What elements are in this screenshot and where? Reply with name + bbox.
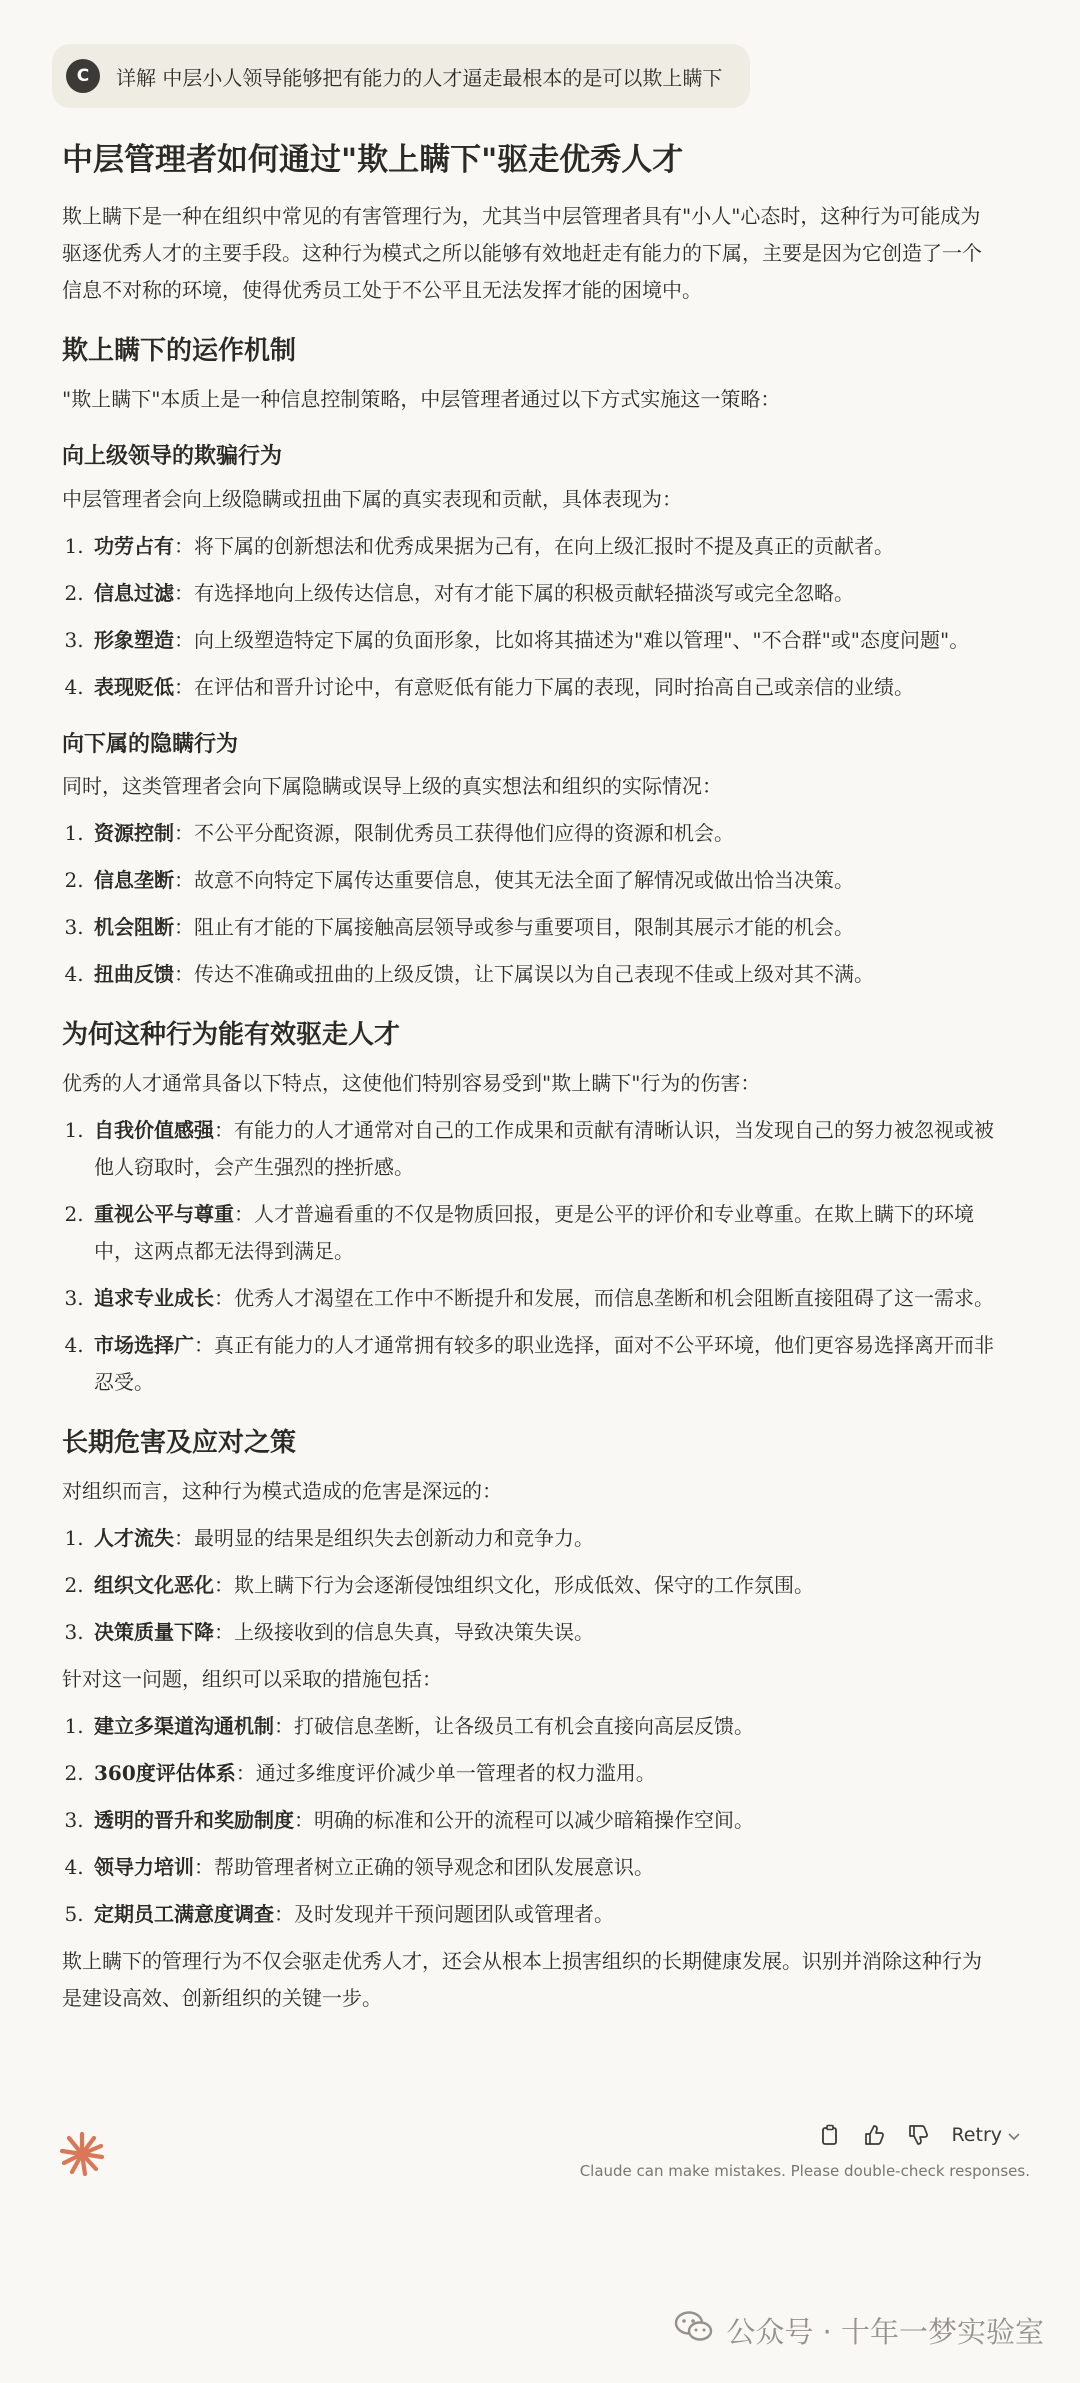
list-item-term: 扭曲反馈 [94,962,174,987]
list-item [90,528,998,565]
list-item-term: 追求专业成长 [94,1286,214,1311]
retry-label: Retry [951,2124,1002,2146]
list-item-term: 市场选择广 [94,1333,194,1358]
claude-logo-icon [58,2130,106,2178]
user-message [52,44,750,108]
response-title: 中层管理者如何通过"欺上瞒下"驱走优秀人才 [62,142,684,178]
list-item-text: ：明确的标准和公开的流程可以减少暗箱操作空间。 [294,1807,754,1832]
list-item-text: ：及时发现并干预问题团队或管理者。 [274,1901,614,1926]
section-intro: 优秀的人才通常具备以下特点，这使他们特别容易受到"欺上瞒下"行为的伤害： [62,1071,761,1096]
list-item-text: ：故意不向特定下属传达重要信息，使其无法全面了解情况或做出恰当决策。 [174,868,854,893]
list-item [90,575,998,612]
list-item-term: 形象塑造 [94,627,174,652]
user-message-text: 详解 中层小人领导能够把有能力的人才逼走最根本的是可以欺上瞒下 [116,65,723,90]
list-item [90,622,998,659]
list-item [90,909,998,946]
list-item-term: 自我价值感强 [94,1118,214,1143]
user-avatar: C [66,59,100,93]
list-item [90,1196,998,1270]
list-item-term: 决策质量下降 [94,1619,214,1644]
list-item-text: ：不公平分配资源，限制优秀员工获得他们应得的资源和机会。 [174,821,734,846]
list-item-text: ：帮助管理者树立正确的领导观念和团队发展意识。 [194,1854,654,1879]
list-item-text: ：有选择地向上级传达信息，对有才能下属的积极贡献轻描淡写或完全忽略。 [174,580,854,605]
list-item [90,956,998,993]
list-item [90,815,998,852]
list-item-term: 定期员工满意度调查 [94,1901,274,1926]
list-item-term: 组织文化恶化 [94,1572,214,1597]
wechat-icon [674,2310,714,2351]
list-item [90,1614,998,1651]
list-item-text: ：将下属的创新想法和优秀成果据为己有，在向上级汇报时不提及真正的贡献者。 [174,533,894,558]
list-item-text: ：上级接收到的信息失真，导致决策失误。 [214,1619,594,1644]
list-item-text: ：在评估和晋升讨论中，有意贬低有能力下属的表现，同时抬高自己或亲信的业绩。 [174,674,914,699]
list-item-term: 人才流失 [94,1525,174,1550]
list-item-term: 透明的晋升和奖励制度 [94,1807,294,1832]
numbered-list [62,815,998,993]
list-item-text: ：人才普遍看重的不仅是物质回报，更是公平的评价和专业尊重。在欺上瞒下的环境中，这两点都无法得到满足。 [94,1202,974,1264]
list-item-text: ：优秀人才渴望在工作中不断提升和发展，而信息垄断和机会阻断直接阻碍了这一需求。 [214,1286,994,1311]
list-item [90,1280,998,1317]
section-heading: 为何这种行为能有效驱走人才 [62,1020,401,1051]
list-item-text: ：传达不准确或扭曲的上级反馈，让下属误以为自己表现不佳或上级对其不满。 [174,962,874,987]
list-item-term: 表现贬低 [94,674,174,699]
list-item-term: 信息垄断 [94,868,174,893]
retry-button[interactable] [951,2124,1020,2146]
list-item-text: ：阻止有才能的下属接触高层领导或参与重要项目，限制其展示才能的机会。 [174,915,854,940]
list-item-text: ：最明显的结果是组织失去创新动力和竞争力。 [174,1525,594,1550]
list-item-term: 信息过滤 [94,580,174,605]
list-item-text: ：向上级塑造特定下属的负面形象，比如将其描述为"难以管理"、"不合群"或"态度问题"。 [174,627,970,652]
list-item-term: 建立多渠道沟通机制 [94,1713,274,1738]
assistant-response [62,132,998,2027]
list-item-term: 领导力培训 [94,1854,194,1879]
watermark-text: 公众号 · 十年一梦实验室 [726,2315,1044,2349]
list-item-term: 360度评估体系 [94,1760,236,1785]
list-item-text: ：通过多维度评价减少单一管理者的权力滥用。 [235,1760,656,1785]
subsection-intro: 中层管理者会向上级隐瞒或扭曲下属的真实表现和贡献，具体表现为： [62,486,682,511]
list-item [90,1755,998,1792]
list-item-text: ：欺上瞒下行为会逐渐侵蚀组织文化，形成低效、保守的工作氛围。 [214,1572,814,1597]
disclaimer: Claude can make mistakes. Please double-check responses. [579,2162,1030,2180]
subsection-intro: 同时，这类管理者会向下属隐瞒或误导上级的真实想法和组织的实际情况： [62,774,722,799]
watermark [674,2310,1044,2351]
list-item [90,1567,998,1604]
list-item [90,669,998,706]
list-item [90,1802,998,1839]
section-heading: 长期危害及应对之策 [62,1428,297,1459]
list-item-term: 资源控制 [94,821,174,846]
numbered-list [62,1112,998,1401]
list-item-text: ：有能力的人才通常对自己的工作成果和贡献有清晰认识，当发现自己的努力被忽视或被他人窃取时，会产生强烈的挫折感。 [94,1118,994,1180]
subsection-heading: 向下属的隐瞒行为 [62,730,239,757]
list-item-text: ：打破信息垄断，让各级员工有机会直接向高层反馈。 [274,1713,754,1738]
list-item [90,1896,998,1933]
list-item [90,1327,998,1401]
list-item-term: 机会阻断 [94,915,174,940]
list-item [90,1520,998,1557]
numbered-list [62,1708,998,1933]
section-intro: 对组织而言，这种行为模式造成的危害是深远的： [62,1478,502,1503]
list-item [90,1708,998,1745]
numbered-list [62,1520,998,1651]
section-intro: "欺上瞒下"本质上是一种信息控制策略，中层管理者通过以下方式实施这一策略： [62,387,781,412]
list-item-text: ：真正有能力的人才通常拥有较多的职业选择，面对不公平环境，他们更容易选择离开而非忍受。 [94,1333,994,1395]
thumbs-down-icon[interactable] [907,2124,929,2146]
message-actions [819,2124,1020,2146]
list-item-term: 重视公平与尊重 [94,1202,234,1227]
subsection-heading: 向上级领导的欺骗行为 [62,443,283,470]
list-item [90,1849,998,1886]
thumbs-up-icon[interactable] [863,2124,885,2146]
response-intro: 欺上瞒下是一种在组织中常见的有害管理行为，尤其当中层管理者具有"小人"心态时，这种行为可能成为驱逐优秀人才的主要手段。这种行为模式之所以能够有效地赶走有能力的下属，主要是因为它创造了一个信息不对称的环境，使得优秀员工处于不公平且无法发挥才能的困境中。 [62,204,982,303]
list-item [90,1112,998,1186]
list-item [90,862,998,899]
copy-icon[interactable] [819,2124,841,2146]
list-item-term: 功劳占有 [94,533,174,558]
chevron-down-icon [1008,2124,1020,2146]
response-conclusion: 欺上瞒下的管理行为不仅会驱走优秀人才，还会从根本上损害组织的长期健康发展。识别并消除这种行为是建设高效、创新组织的关键一步。 [62,1948,982,2010]
section-heading: 欺上瞒下的运作机制 [62,336,297,367]
numbered-list [62,528,998,706]
measures-intro: 针对这一问题，组织可以采取的措施包括： [62,1666,442,1691]
